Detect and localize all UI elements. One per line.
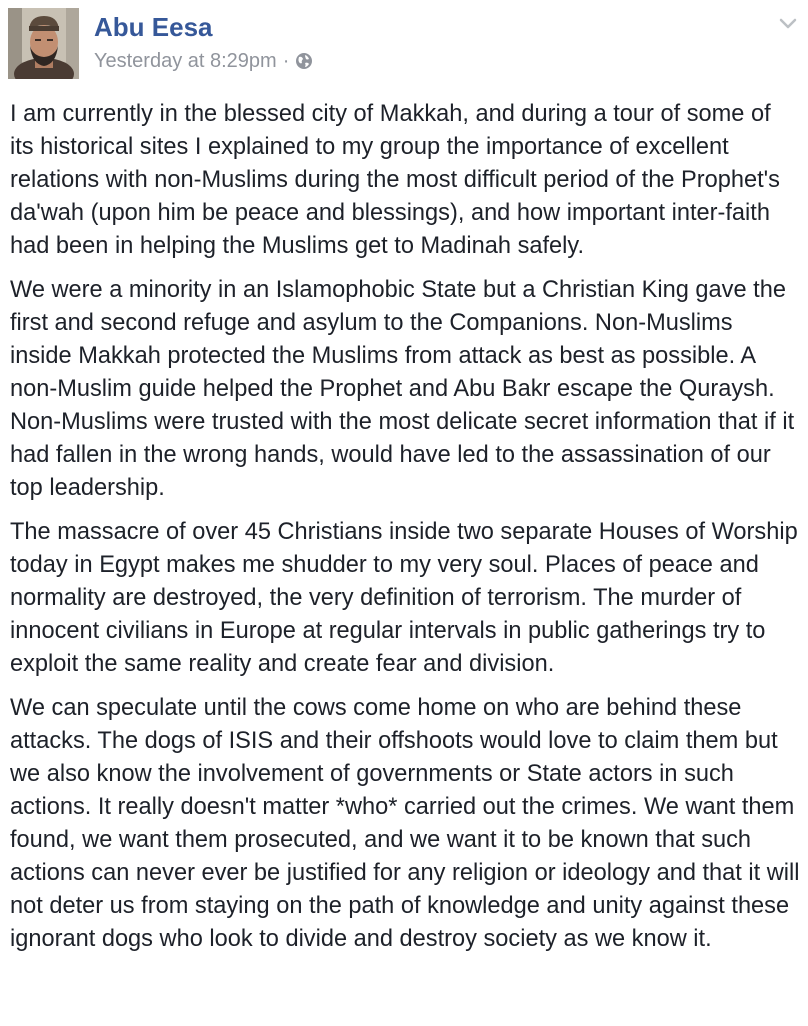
post-header — [8, 8, 800, 80]
chevron-down-icon[interactable] — [776, 12, 800, 36]
meta-separator: · — [282, 50, 290, 72]
profile-photo — [8, 8, 79, 79]
post-paragraph-1: I am currently in the blessed city of Makkah, and during a tour of some of its historical sites I explained to my group the importance of excellent relations with non-Muslims during the most difficult period of the Prophet's da'wah (upon him be peace and blessings), and how important inter-faith had been in helping the Muslims get to Madinah safely. — [10, 101, 780, 259]
post-paragraph-4: We can speculate until the cows come home on who are behind these attacks. The dogs of ISIS and their offshoots would love to claim them but we also know the involvement of governments or State actors in such actions. It really doesn't matter *who* carried out the crimes. We want them found, we want them prosecuted, and we want it to be known that such actions can never ever be justified for any religion or ideology and that it will not deter us from staying on the path of knowledge and unity against these ignorant dogs who look to divide and destroy society as we know it. — [10, 695, 800, 952]
post-body — [10, 98, 800, 967]
post-paragraph-2: We were a minority in an Islamophobic State but a Christian King gave the first and second refuge and asylum to the Companions. Non-Muslims inside Makkah protected the Muslims from attack as best as possible. A non-Muslim guide helped the Prophet and Abu Bakr escape the Quraysh. Non-Muslims were trusted with the most delicate secret information that if it had fallen in the wrong hands, would have led to the assassination of our top leadership. — [10, 277, 795, 501]
post-paragraph-3: The massacre of over 45 Christians inside two separate Houses of Worship today in Egypt makes me shudder to my very soul. Places of peace and normality are destroyed, the very definition of terrorism. The murder of innocent civilians in Europe at regular intervals in public gatherings try to exploit the same reality and create fear and division. — [10, 519, 798, 677]
timestamp-link[interactable]: Yesterday at 8:29pm — [94, 50, 277, 72]
avatar[interactable] — [8, 8, 79, 79]
globe-icon[interactable] — [295, 51, 313, 77]
author-name-link[interactable]: Abu Eesa — [94, 12, 213, 42]
post-meta — [94, 48, 313, 77]
